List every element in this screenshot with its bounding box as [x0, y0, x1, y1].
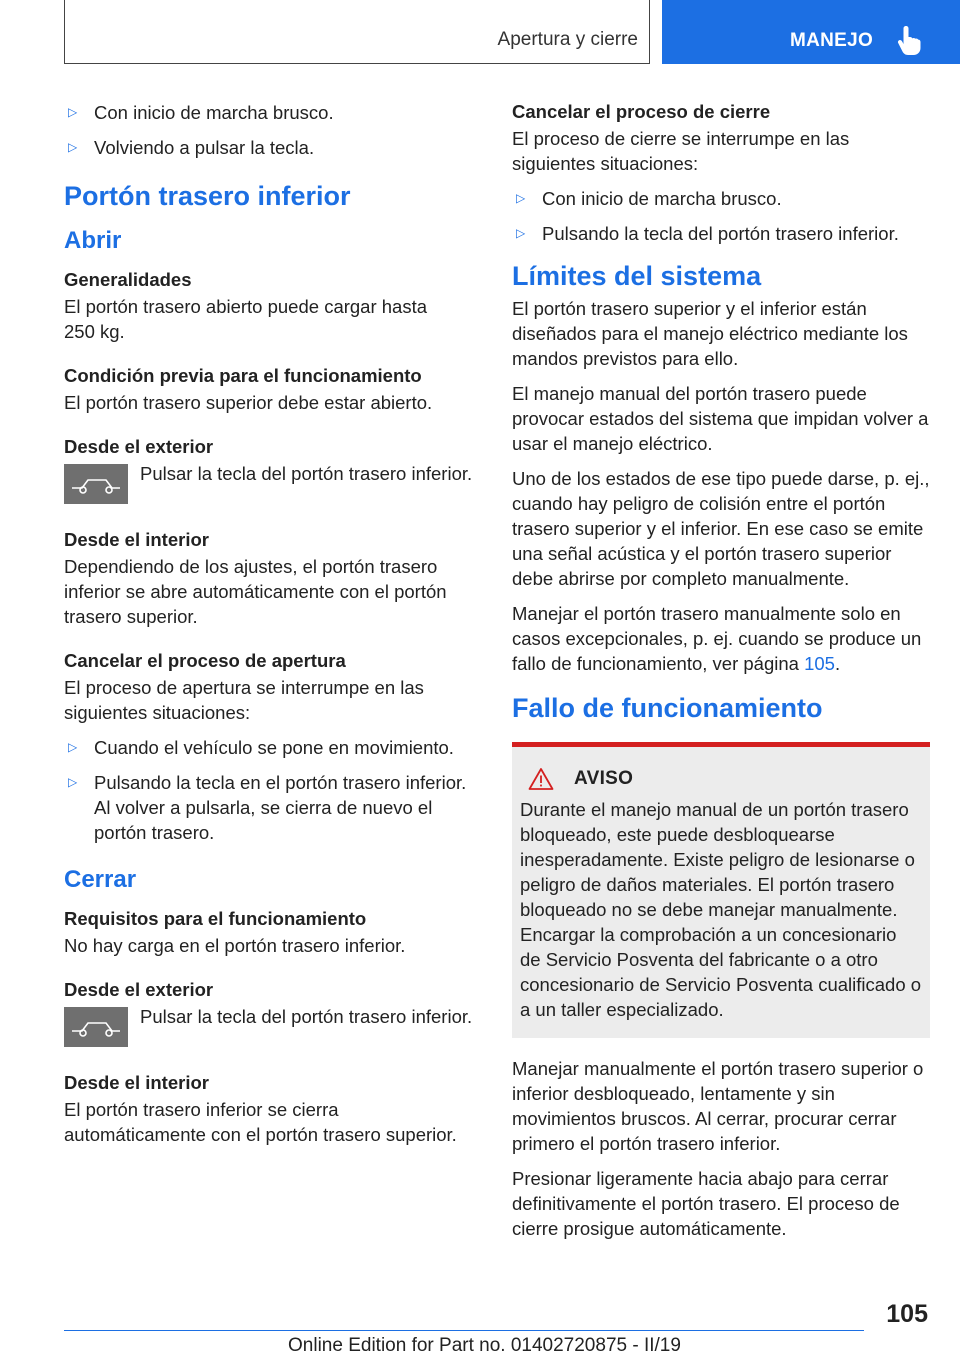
text-exterior-cerrar: Pulsar la tecla del portón trasero inferior.: [140, 1006, 473, 1027]
section-title: Apertura y cierre: [497, 29, 638, 50]
exterior-abrir-row: [64, 461, 476, 504]
heading-cancelar-cierre: Cancelar el proceso de cierre: [512, 101, 771, 122]
list-item: ▷ Cuando el vehículo se pone en movimiento.: [68, 737, 454, 758]
heading-exterior-cerrar: Desde el exterior: [64, 979, 214, 1000]
text-limites-4: Manejar el portón trasero manualmente solo en casos excepcionales, p. ej. cuando se produce un fallo de funcionamiento, ver página 105.: [512, 603, 922, 674]
triangle-bullet-icon: ▷: [516, 191, 526, 205]
page-number: 105: [886, 1300, 928, 1328]
heading-interior-abrir: Desde el interior: [64, 529, 209, 550]
triangle-bullet-icon: ▷: [68, 140, 78, 154]
bullet-list-top: [64, 100, 476, 160]
heading-cancelar-apertura: Cancelar el proceso de apertura: [64, 650, 346, 671]
footer-edition: Online Edition for Part no. 01402720875 - II/19: [288, 1335, 681, 1356]
heading-condicion: Condición previa para el funcionamiento: [64, 365, 422, 386]
list-item: ▷ Volviendo a pulsar la tecla.: [68, 137, 315, 158]
list-item: ▷ Con inicio de marcha brusco.: [516, 188, 782, 209]
triangle-bullet-icon: ▷: [68, 740, 78, 754]
warning-triangle-icon: [528, 767, 554, 791]
heading-exterior-abrir: Desde el exterior: [64, 436, 214, 457]
text-limites-1: El portón trasero superior y el inferior están diseñados para el manejo eléctrico mediante los mandos previstos para ello.: [512, 298, 908, 369]
heading-interior-cerrar: Desde el interior: [64, 1072, 209, 1093]
bullet-list-cancel-apertura: [64, 735, 476, 845]
bullet-list-cancel-cierre: [512, 186, 930, 246]
heading-limites: Límites del sistema: [512, 261, 762, 291]
car-rear-key-icon: [64, 1007, 128, 1047]
list-item: ▷ Pulsando la tecla en el portón trasero inferior. Al volver a pulsarla, se cierra de nuevo el portón trasero.: [68, 772, 467, 843]
text-fallo-1: Manejar manualmente el portón trasero superior o inferior desbloqueado, lentamente y sin movimientos bruscos. Al cerrar, procurar cerrar primero el portón trasero inferior.: [512, 1058, 924, 1154]
heading-generalidades: Generalidades: [64, 269, 192, 290]
heading-porton-inferior: Portón trasero inferior: [64, 181, 351, 211]
right-column: [512, 100, 930, 1251]
text-fallo-2: Presionar ligeramente hacia abajo para cerrar definitivamente el portón trasero. El proceso de cierre prosigue automáticamente.: [512, 1168, 900, 1239]
chapter-tab[interactable]: [662, 0, 960, 64]
exterior-cerrar-row: [64, 1004, 476, 1047]
heading-fallo: Fallo de funcionamiento: [512, 693, 823, 723]
heading-cerrar: Cerrar: [64, 866, 137, 893]
text-interior-abrir: Dependiendo de los ajustes, el portón trasero inferior se abre automáticamente con el portón trasero superior.: [64, 556, 447, 627]
text-requisitos: No hay carga en el portón trasero inferior.: [64, 935, 406, 956]
warning-title: AVISO: [574, 768, 634, 789]
text-limites-3: Uno de los estados de ese tipo puede darse, p. ej., cuando hay peligro de colisión entre el portón trasero superior y el inferior. En ese caso se emite una señal acústica y el portón trasero superior debe abrirse por completo manualmente.: [512, 468, 930, 589]
text-cancelar-apertura: El proceso de apertura se interrumpe en las siguientes situaciones:: [64, 677, 424, 723]
triangle-bullet-icon: ▷: [68, 775, 78, 789]
triangle-bullet-icon: ▷: [516, 226, 526, 240]
list-item: ▷ Pulsando la tecla del portón trasero inferior.: [516, 223, 899, 244]
text-limites-2: El manejo manual del portón trasero puede provocar estados del sistema que impidan volver a usar el manejo eléctrico.: [512, 383, 929, 454]
car-rear-key-icon: [64, 464, 128, 504]
warning-box: [512, 742, 930, 1038]
warning-text: Durante el manejo manual de un portón trasero bloqueado, este puede desbloquearse inesperadamente. Existe peligro de lesionarse o peligro de daños materiales. El portón trasero bloqueado no se debe manejar manualmente. Encargar la comprobación a un concesionario de Servicio Posventa del fabricante o a otro concesionario de Servicio Posventa cualificado o a un taller especializado.: [520, 799, 922, 1020]
text-interior-cerrar: El portón trasero inferior se cierra automáticamente con el portón trasero superior.: [64, 1099, 457, 1145]
triangle-bullet-icon: ▷: [68, 105, 78, 119]
list-item: ▷ Con inicio de marcha brusco.: [68, 102, 334, 123]
page-header: [0, 0, 960, 66]
heading-abrir: Abrir: [64, 227, 122, 254]
left-column: [64, 100, 476, 1157]
page-reference-link[interactable]: 105: [804, 653, 835, 674]
text-generalidades: El portón trasero abierto puede cargar hasta 250 kg.: [64, 296, 428, 342]
heading-requisitos: Requisitos para el funcionamiento: [64, 908, 367, 929]
footer-divider: [64, 1330, 864, 1331]
warning-header: [520, 767, 922, 791]
chapter-title: MANEJO: [790, 30, 874, 51]
text-exterior-abrir: Pulsar la tecla del portón trasero inferior.: [140, 463, 473, 484]
text-condicion: El portón trasero superior debe estar abierto.: [64, 392, 433, 413]
hand-pointer-icon: [896, 24, 922, 56]
text-cancelar-cierre: El proceso de cierre se interrumpe en las siguientes situaciones:: [512, 128, 850, 174]
